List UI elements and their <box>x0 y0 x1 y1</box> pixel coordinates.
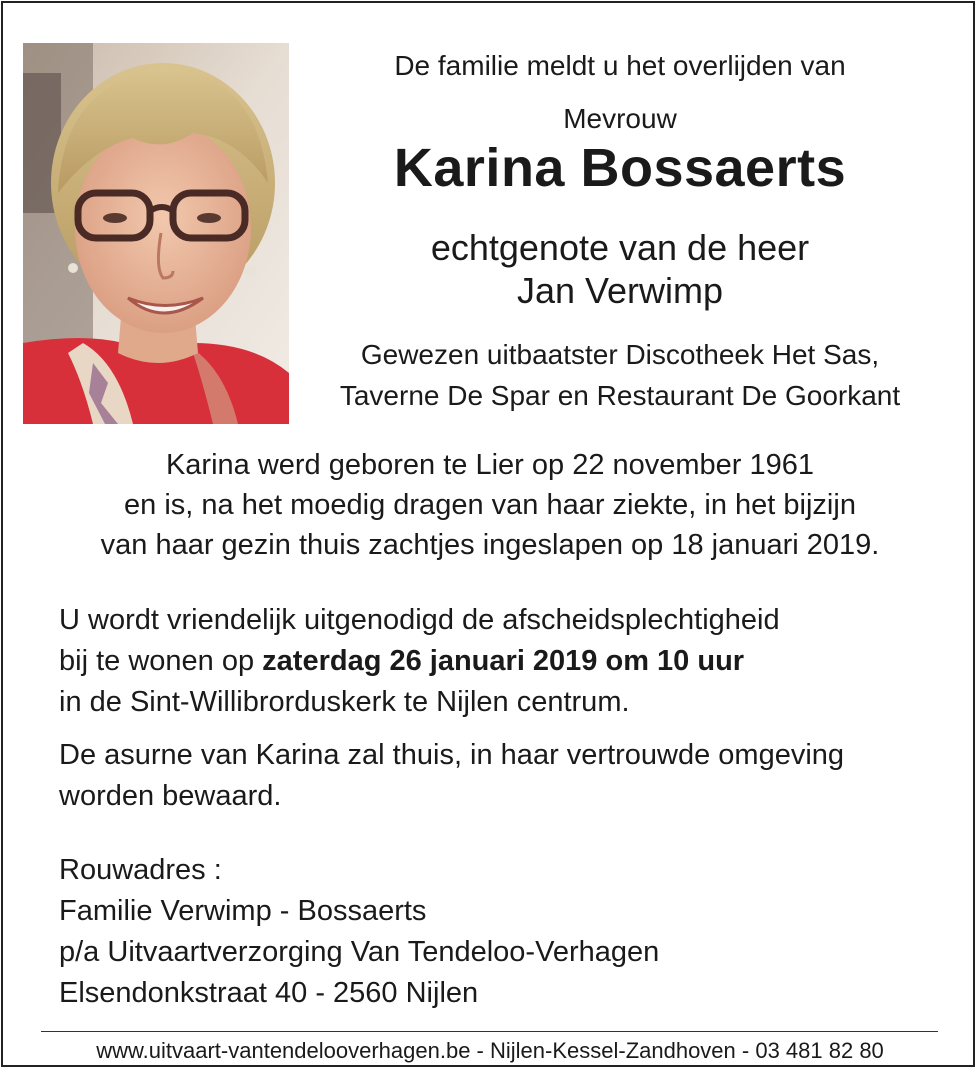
invitation-line-3: in de Sint-Willibrorduskerk te Nijlen centrum. <box>59 686 630 718</box>
invitation-paragraph <box>59 600 780 723</box>
urn-line-1: De asurne van Karina zal thuis, in haar vertrouwde omgeving <box>59 739 845 771</box>
ceremony-date: zaterdag 26 januari 2019 om 10 uur <box>262 645 745 677</box>
announcement-text: De familie meldt u het overlijden van <box>394 50 846 81</box>
footer-contact: www.uitvaart-vantendelooverhagen.be - Nijlen-Kessel-Zandhoven - 03 481 82 80 <box>96 1038 884 1063</box>
spouse-line-1: echtgenote van de heer <box>430 227 810 268</box>
invitation-line-1: U wordt vriendelijk uitgenodigd de afscheidsplechtigheid <box>59 604 780 636</box>
address-block <box>59 850 659 1014</box>
address-line-2: p/a Uitvaartverzorging Van Tendeloo-Verhagen <box>59 936 660 968</box>
spouse-name: Jan Verwimp <box>516 270 724 311</box>
portrait-illustration <box>23 43 289 424</box>
invitation-line-2-prefix: bij te wonen op <box>59 645 263 677</box>
deceased-name: Karina Bossaerts <box>393 138 847 198</box>
honorific-text: Mevrouw <box>563 103 677 134</box>
footer-divider <box>41 1031 938 1032</box>
address-label: Rouwadres : <box>59 854 222 886</box>
address-line-3: Elsendonkstraat 40 - 2560 Nijlen <box>59 977 479 1009</box>
birth-line-1: Karina werd geboren te Lier op 22 november 1961 <box>165 449 815 481</box>
birth-paragraph <box>10 445 970 565</box>
urn-line-2: worden bewaard. <box>59 780 282 812</box>
address-line-1: Familie Verwimp - Bossaerts <box>59 895 427 927</box>
portrait-photo <box>23 43 289 424</box>
birth-line-3: van haar gezin thuis zachtjes ingeslapen op 18 januari 2019. <box>100 529 880 561</box>
urn-paragraph <box>59 735 844 817</box>
career-line-1: Gewezen uitbaatster Discotheek Het Sas, <box>360 339 880 370</box>
invitation-line-2 <box>59 641 780 682</box>
birth-line-2: en is, na het moedig dragen van haar ziekte, in het bijzijn <box>124 489 856 521</box>
career-line-2: Taverne De Spar en Restaurant De Goorkant <box>339 380 901 411</box>
